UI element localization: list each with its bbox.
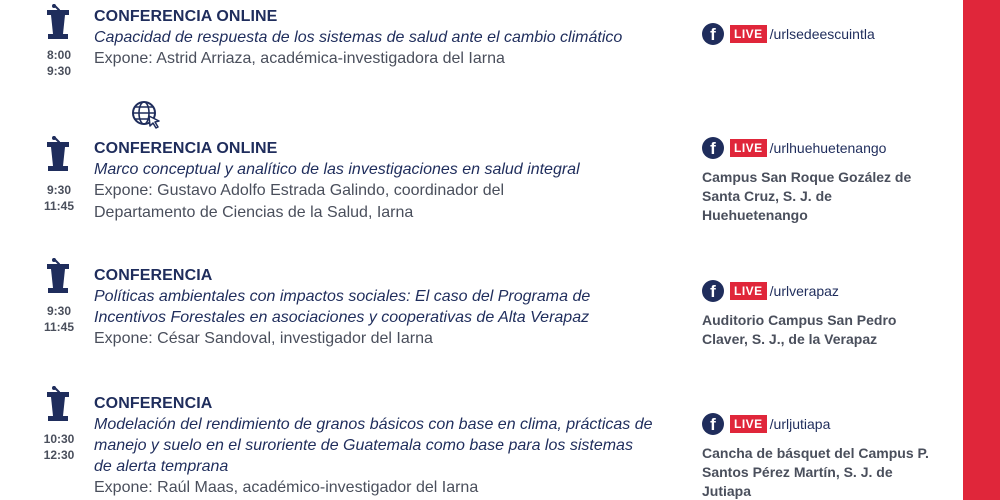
event-time	[30, 182, 88, 214]
stream-url[interactable]: /urlverapaz	[769, 283, 839, 299]
time-start: 10:30	[43, 432, 75, 446]
event-stream	[702, 280, 942, 349]
live-link[interactable]	[702, 23, 942, 45]
event-type: CONFERENCIA ONLINE	[94, 8, 278, 25]
event-speaker: Expone: César Sandoval, investigador del Iarna	[94, 330, 433, 347]
event-content	[94, 6, 684, 70]
event-content	[94, 393, 684, 499]
event-stream	[702, 413, 942, 500]
facebook-icon: f	[702, 413, 724, 435]
red-side-bar	[963, 0, 1000, 500]
globe-cursor-icon	[130, 99, 162, 129]
live-link[interactable]	[702, 280, 942, 302]
facebook-icon: f	[702, 280, 724, 302]
event-time	[30, 47, 88, 79]
event-title: Marco conceptual y analítico de las investigaciones en salud integral	[94, 161, 580, 178]
event-stream	[702, 23, 942, 45]
stream-url[interactable]: /urlsedeescuintla	[769, 26, 875, 42]
podium-icon	[44, 4, 72, 40]
event-venue: Cancha de básquet del Campus P. Santos Pérez Martín, S. J. de Jutiapa	[702, 445, 929, 499]
time-end: 11:45	[43, 199, 75, 213]
event-content	[94, 265, 684, 350]
event-speaker: Expone: Gustavo Adolfo Estrada Galindo, coordinador del Departamento de Ciencias de la Salud, Iarna	[94, 182, 505, 221]
live-badge: LIVE	[730, 25, 767, 43]
live-link[interactable]	[702, 137, 942, 159]
facebook-icon: f	[702, 23, 724, 45]
event-type: CONFERENCIA	[94, 395, 213, 412]
live-badge: LIVE	[730, 415, 767, 433]
event-speaker: Expone: Astrid Arriaza, académica-investigadora del Iarna	[94, 50, 505, 67]
event-time	[30, 303, 88, 335]
time-start: 9:30	[46, 304, 72, 318]
time-end: 12:30	[43, 448, 75, 462]
live-badge: LIVE	[730, 282, 767, 300]
stream-url[interactable]: /urlhuehuetenango	[769, 140, 887, 156]
podium-icon	[44, 258, 72, 294]
time-end: 9:30	[46, 64, 72, 78]
stream-url[interactable]: /urljutiapa	[769, 416, 831, 432]
event-venue: Campus San Roque Gozález de Santa Cruz, S. J. de Huehuetenango	[702, 169, 912, 223]
event-type: CONFERENCIA ONLINE	[94, 140, 278, 157]
event-content	[94, 138, 684, 224]
time-end: 11:45	[43, 320, 75, 334]
event-time	[30, 431, 88, 463]
podium-icon	[44, 386, 72, 422]
time-start: 8:00	[46, 48, 72, 62]
facebook-icon: f	[702, 137, 724, 159]
event-title: Políticas ambientales con impactos sociales: El caso del Programa de Incentivos Forestales en asociaciones y cooperativas de Alta Verapaz	[94, 288, 591, 326]
live-link[interactable]	[702, 413, 942, 435]
time-start: 9:30	[46, 183, 72, 197]
event-stream	[702, 137, 942, 225]
podium-icon	[44, 136, 72, 172]
event-speaker: Expone: Raúl Maas, académico-investigador del Iarna	[94, 479, 479, 496]
event-venue: Auditorio Campus San Pedro Claver, S. J., de la Verapaz	[702, 312, 897, 347]
live-badge: LIVE	[730, 139, 767, 157]
event-title: Modelación del rendimiento de granos básicos con base en clima, prácticas de manejo y suelo en el suroriente de Guatemala como base para los sistemas de alerta temprana	[94, 416, 653, 475]
event-title: Capacidad de respuesta de los sistemas de salud ante el cambio climático	[94, 29, 623, 46]
event-type: CONFERENCIA	[94, 267, 213, 284]
